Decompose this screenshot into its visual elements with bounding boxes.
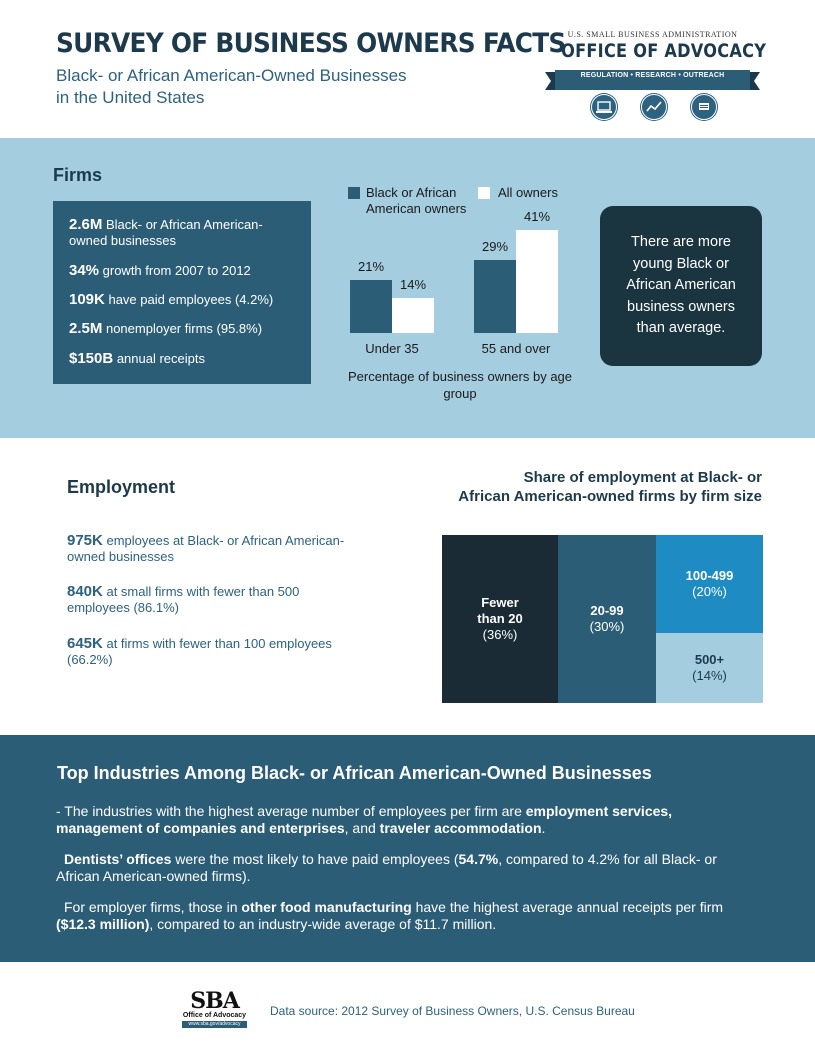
treemap-cell-pct: (14%) [692,668,727,683]
employment-stat-text: at firms with fewer than 100 employees (66.2%) [67,636,332,667]
employment-stat-value: 975K [67,532,103,549]
category-label: Under 35 [365,341,419,356]
employment-stat [67,533,357,565]
sba-logo [182,990,247,1030]
treemap-title [395,468,762,506]
employment-stat-text: at small firms with fewer than 500 employees (86.1%) [67,584,300,615]
logo-ribbon-text: REGULATION • RESEARCH • OUTREACH [580,72,725,79]
subtitle-line-2: in the United States [56,88,205,107]
industries-paragraph-2 [56,851,761,885]
age-group-bar-chart [340,180,580,405]
treemap-cell-label: 500+ [694,652,725,667]
text-run-bold: Dentists’ offices [64,851,172,867]
page-subtitle [56,65,476,109]
firm-stat [69,263,251,279]
text-run: have the highest average annual receipts per firm [411,899,724,915]
firm-stat-text: have paid employees (4.2%) [104,292,274,307]
firms-heading: Firms [53,165,103,185]
sba-logo-url: www.sba.gov/advocacy [182,1021,247,1028]
megaphone-icon [691,94,717,120]
sba-logo-word: SBA [190,988,239,1014]
text-run: , and [344,820,380,836]
category-label: 55 and over [481,341,551,356]
treemap-title-line-1: Share of employment at Black- or [523,469,762,486]
employment-stat-text: employees at Black- or African American-owned businesses [67,533,345,564]
chart-icon [641,94,667,120]
text-run: , compared to 4.2% for all Black- or African American-owned firms). [56,851,717,884]
firm-stat-value: 34% [69,262,100,279]
bar-value-label: 21% [357,259,385,274]
treemap-cell-500-plus [656,633,763,703]
firm-stat [69,217,269,249]
industries-paragraph-3 [56,899,761,933]
employment-stat [67,636,357,668]
firm-stat-text: Black- or African American-owned businesses [69,217,263,248]
treemap-cell-pct: (36%) [482,627,518,642]
bar-value-label: 14% [399,277,427,292]
bar-value-label: 29% [481,239,509,254]
logo-agency-text: U.S. SMALL BUSINESS ADMINISTRATION [567,30,738,39]
firm-stat [69,292,273,308]
firm-stat-text: annual receipts [113,351,205,366]
treemap-cell-pct: (20%) [692,584,727,599]
text-run-bold: other food manufacturing [241,899,412,915]
logo-office-text: OFFICE OF ADVOCACY [561,40,767,62]
treemap-cell-label: 100-499 [685,568,734,583]
text-run-bold: ($12.3 million) [56,916,150,932]
text-run-bold: employment services, management of companies and enterprises [56,803,673,836]
data-source-note: Data source: 2012 Survey of Business Owners, U.S. Census Bureau [270,1004,635,1018]
industries-heading: Top Industries Among Black- or African American-Owned Businesses [57,763,652,783]
firm-stat-text: growth from 2007 to 2012 [99,263,251,278]
legend-label-all-owners: All owners [498,185,558,200]
employment-stat-value: 840K [67,583,103,600]
firm-stat [69,321,262,337]
text-run-bold: 54.7% [458,851,499,867]
treemap-cell-label: Fewer than 20 [477,595,523,626]
firm-stat-value: $150B [69,350,114,367]
employment-stat-value: 645K [67,635,103,652]
treemap-cell-100-499 [656,535,763,633]
treemap-title-line-2: African American-owned firms by firm size [458,488,762,505]
legend-label-black-owners: Black or African American owners [366,185,467,216]
chart-axis-caption: Percentage of business owners by age group [347,369,573,401]
firms-stats-box [53,201,311,384]
bar-all-owners [392,298,434,333]
page-title: SURVEY OF BUSINESS OWNERS FACTS [56,28,566,59]
text-run: For employer firms, those in [64,899,242,915]
young-owners-callout: There are more young Black or African American business owners than average. [600,206,762,366]
legend-swatch-all-owners [478,187,490,199]
office-of-advocacy-logo [545,30,767,125]
industries-paragraph-1 [56,803,761,837]
subtitle-line-1: Black- or African American-Owned Businesses [56,66,407,85]
treemap-cell-20-99 [558,535,656,703]
bar-black-owners [474,260,516,333]
employment-stat [67,584,357,616]
text-run: , compared to an industry-wide average of $11.7 million. [149,916,497,932]
firm-stat-text: nonemployer firms (95.8%) [102,321,263,336]
text-run-bold: traveler accommodation [379,820,542,836]
bar-value-label: 41% [523,209,551,224]
firm-stat-value: 109K [69,291,105,308]
firm-stat-value: 2.5M [69,320,103,337]
legend-swatch-black-owners [348,187,360,199]
firm-stat [69,351,205,367]
text-run: were the most likely to have paid employees ( [171,851,459,867]
firm-stat-value: 2.6M [69,216,103,233]
text-run: . [541,820,546,836]
treemap-cell-label: 20-99 [590,603,624,618]
text-run: - The industries with the highest average number of employees per firm are [56,803,526,819]
bar-black-owners [350,280,392,333]
treemap-cell-fewer-than-20 [442,535,558,703]
bar-all-owners [516,230,558,333]
treemap-cell-pct: (30%) [589,619,625,634]
laptop-icon [591,94,617,120]
firm-size-treemap [442,535,763,703]
employment-heading: Employment [67,477,176,497]
sba-logo-subtitle: Office of Advocacy [182,1012,247,1019]
